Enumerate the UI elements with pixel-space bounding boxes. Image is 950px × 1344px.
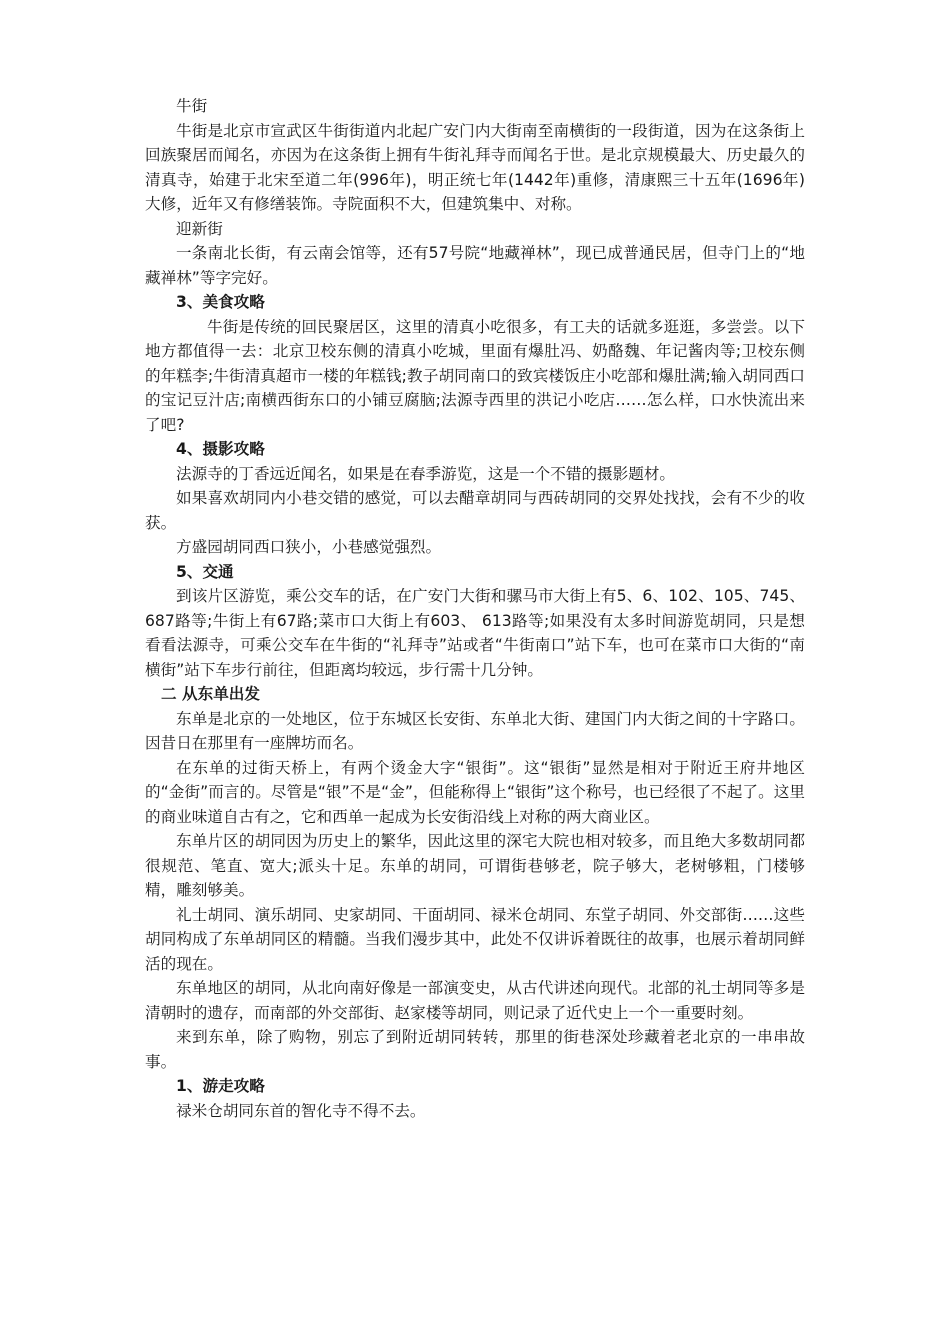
paragraph-dongdan-hutong-list: 礼士胡同、演乐胡同、史家胡同、干面胡同、禄米仓胡同、东堂子胡同、外交部街……这些胡同构成了东单胡同区的精髓。当我们漫步其中，此处不仅讲诉着既往的故事，也展示着胡同鲜活的现在。 <box>145 905 805 973</box>
paragraph-transport: 到该片区游览，乘公交车的话，在广安门大街和骡马市大街上有5、6、102、105、745、687路等;牛街上有67路;菜市口大街上有603、 613路等;如果没有太多时间游览胡同，只是想看看法源寺，可乘公交车在牛街的“礼拜寺”站或者“牛街南口”站下车，也可在菜市口大街的“南横街”站下车步行前往，但距离均较远，步行需十几分钟。 <box>145 587 805 679</box>
paragraph-dongdan-yinjie: 在东单的过街天桥上，有两个烫金大字“银街”。这“银街”显然是相对于附近王府井地区的“金街”而言的。尽管是“银”不是“金”，但能称得上“银街”这个称号，也已经很了不起了。这里的商业味道自古有之，它和西单一起成为长安街沿线上对称的两大商业区。 <box>145 758 805 826</box>
paragraph-food-guide: 牛街是传统的回民聚居区，这里的清真小吃很多，有工夫的话就多逛逛，多尝尝。以下地方都值得一去：北京卫校东侧的清真小吃城，里面有爆肚冯、奶酪魏、年记酱肉等;卫校东侧的年糕李;牛街清真超市一楼的年糕钱;教子胡同南口的致宾楼饭庄小吃部和爆肚满;输入胡同西口的宝记豆汁店;南横西街东口的小铺豆腐脑;法源寺西里的洪记小吃店……怎么样，口水快流出来了吧? <box>145 317 805 434</box>
paragraph-dongdan-intro: 东单是北京的一处地区，位于东城区长安街、东单北大街、建国门内大街之间的十字路口。因昔日在那里有一座牌坊而名。 <box>145 709 805 752</box>
paragraph-yingxinjie-title: 迎新街 <box>176 219 223 238</box>
heading-dongdan-section: 二 从东单出发 <box>161 685 260 703</box>
paragraph-photo-1: 法源寺的丁香远近闻名，如果是在春季游览，这是一个不错的摄影题材。 <box>176 464 676 483</box>
paragraph-yingxinjie-desc: 一条南北长街，有云南会馆等，还有57号院“地藏禅林”，现已成普通民居，但寺门上的“地藏禅林”等字完好。 <box>145 244 805 287</box>
paragraph-niujie-title: 牛街 <box>176 97 208 115</box>
paragraph-photo-2: 如果喜欢胡同内小巷交错的感觉，可以去醋章胡同与西砖胡同的交界处找找，会有不少的收获。 <box>145 489 805 532</box>
heading-photo-guide: 4、摄影攻略 <box>176 440 265 458</box>
heading-food-guide: 3、美食攻略 <box>176 293 265 311</box>
paragraph-dongdan-history: 东单地区的胡同，从北向南好像是一部演变史，从古代讲述向现代。北部的礼士胡同等多是清朝时的遗存，而南部的外交部街、赵家楼等胡同，则记录了近代史上一个一重要时刻。 <box>145 979 805 1022</box>
paragraph-dongdan-visit: 来到东单，除了购物，别忘了到附近胡同转转，那里的街巷深处珍藏着老北京的一串串故事。 <box>145 1028 805 1071</box>
heading-transport: 5、交通 <box>176 562 234 581</box>
paragraph-photo-3: 方盛园胡同西口狭小，小巷感觉强烈。 <box>176 538 442 556</box>
paragraph-niujie-desc: 牛街是北京市宣武区牛街街道内北起广安门内大街南至南横街的一段街道，因为在这条街上回族聚居而闻名，亦因为在这条街上拥有牛街礼拜寺而闻名于世。是北京规模最大、历史最久的清真寺，始建于北宋至道二年(996年)，明正统七年(1442年)重修，清康熙三十五年(1696年)大修，近年又有修缮装饰。寺院面积不大，但建筑集中、对称。 <box>145 121 805 213</box>
heading-walk-guide: 1、游走攻略 <box>176 1077 265 1095</box>
paragraph-dongdan-hutong: 东单片区的胡同因为历史上的繁华，因此这里的深宅大院也相对较多，而且绝大多数胡同都很规范、笔直、宽大;派头十足。东单的胡同，可谓街巷够老，院子够大，老树够粗，门楼够精，雕刻够美。 <box>145 832 805 899</box>
paragraph-walk-guide: 禄米仓胡同东首的智化寺不得不去。 <box>176 1101 426 1120</box>
document-body <box>145 94 805 1123</box>
